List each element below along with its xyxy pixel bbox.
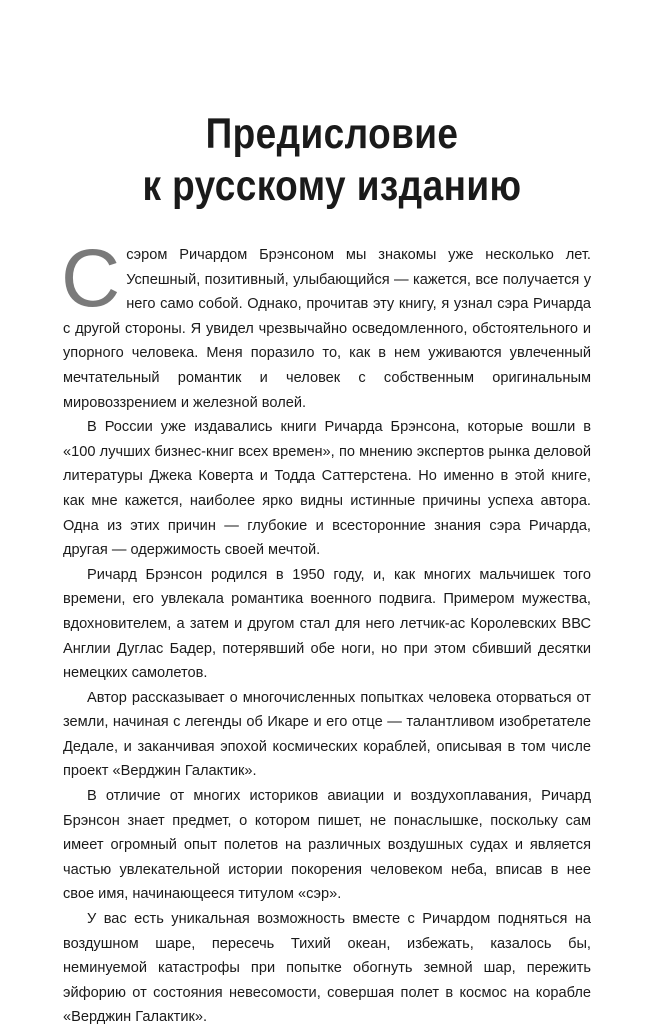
paragraph-5: В отличие от многих историков авиации и воздухоплавания, Ричард Брэнсон знает предмет, о котором пишет, не понаслышке, поскольку сам имеет огромный опыт полетов на различных воздушных судах и является частью увлекательной истории покорения человеком неба, вписав в нее свое имя, начинающееся титулом «сэр». — [63, 788, 591, 903]
drop-cap: С — [61, 233, 121, 324]
paragraph-4: Автор рассказывает о многочисленных попытках человека оторваться от земли, начиная с легенды об Икаре и его отце — талантливом изобретателе Дедале, и заканчивая эпохой космических кораблей, описывая в том числе проект «Верджин Галактик». — [63, 689, 591, 780]
page-title — [46, 108, 617, 212]
paragraph-1 — [61, 233, 591, 415]
body-text — [61, 233, 591, 1030]
paragraph-6: У вас есть уникальная возможность вместе с Ричардом подняться на воздушном шаре, пересечь Тихий океан, избежать, казалось бы, неминуемой катастрофы при попытке обогнуть земной шар, пережить эйфорию от состояния невесомости, совершая полет в космос на корабле «Верджин Галактик». — [63, 911, 591, 1026]
paragraph-2: В России уже издавались книги Ричарда Брэнсона, которые вошли в «100 лучших бизнес-книг всех времен», по мнению экспертов рынка деловой литературы Джека Коверта и Тодда Саттерстена. Но именно в этой книге, как мне кажется, наиболее ярко видны истинные причины успеха автора. Одна из этих причин — глубокие и всесторонние знания сэра Ричарда, другая — одержимость своей мечтой. — [63, 419, 591, 559]
paragraph-3: Ричард Брэнсон родился в 1950 году, и, как многих мальчишек того времени, его увлекала романтика военного подвига. Примером мужества, вдохновителем, а затем и другом стал для него летчик-ас Королевских ВВС Англии Дуглас Бадер, потерявший обе ноги, но при этом сбивший десятки немецких самолетов. — [63, 566, 591, 682]
paragraph-1-text: сэром Ричардом Брэнсоном мы знакомы уже несколько лет. Успешный, позитивный, улыбающийся — кажется, все получается у него само собой. Однако, прочитав эту книгу, я узнал сэра Ричарда с другой стороны. Я увидел чрезвычайно осведомленного, обстоятельного и упорного человека. Меня поразило то, как в нем уживаются увлеченный мечтательный романтик и человек с собственным оригинальным мировоззрением и железной волей. — [63, 247, 591, 411]
title-line-2: к русскому изданию — [142, 162, 522, 210]
title-line-1: Предисловие — [205, 110, 459, 158]
